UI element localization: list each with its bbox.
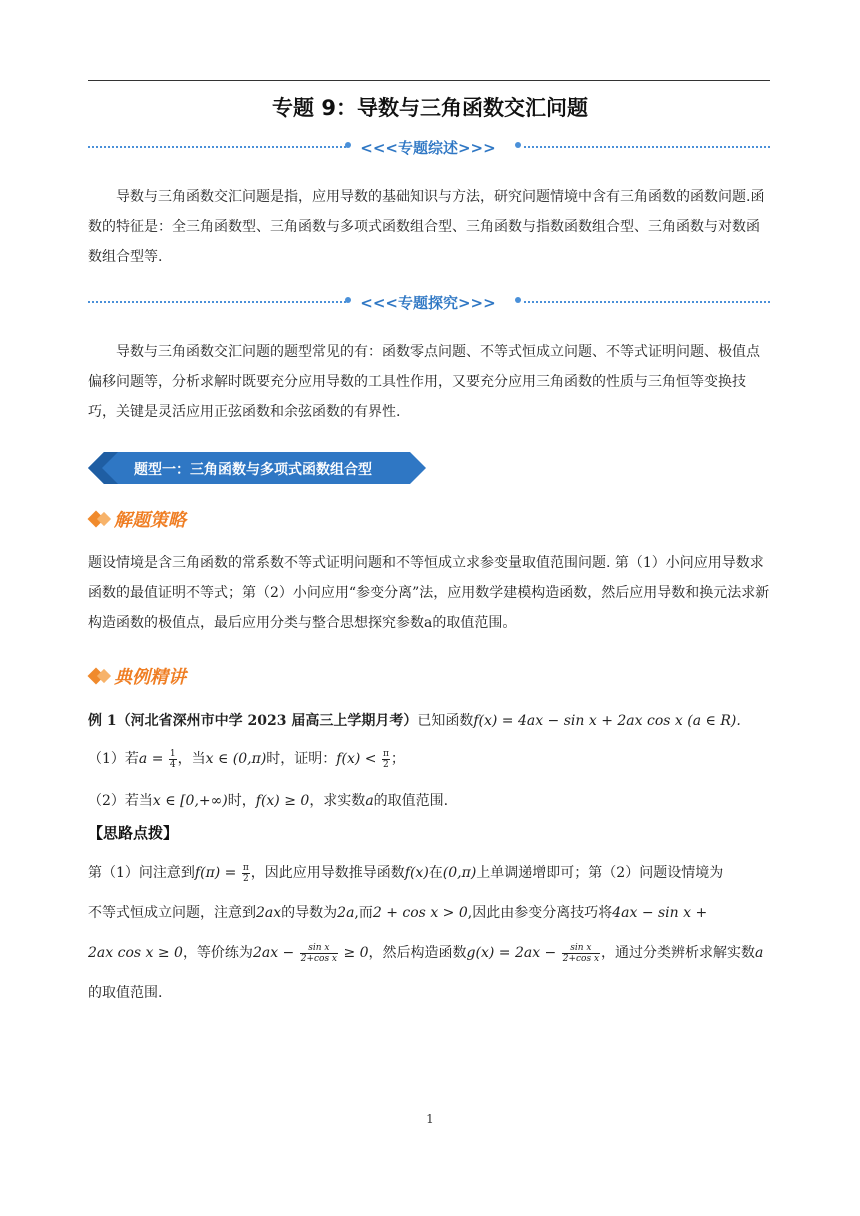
fraction (300, 943, 338, 964)
question-type-banner (88, 452, 428, 484)
hint-math: 2ax (256, 905, 282, 921)
fraction-denominator: 2 (242, 873, 249, 884)
hint-text: 上单调递增即可；第（2）问题设情境为 (476, 865, 724, 881)
q1-math: f(x) < (336, 751, 381, 767)
dotted-divider (88, 146, 346, 148)
hint-text: 不等式恒成立问题，注意到 (88, 905, 256, 921)
fraction-numerator: sin x (562, 943, 600, 954)
dotted-divider (524, 146, 770, 148)
fraction-numerator: sin x (300, 943, 338, 954)
question-1 (88, 748, 778, 770)
example-stem (88, 710, 778, 730)
hint-math: a (755, 945, 764, 961)
overview-paragraph: 导数与三角函数交汇问题是指，应用导数的基础知识与方法，研究问题情境中含有三角函数的函数问题.函数的特征是：全三角函数型、三角函数与多项式函数组合型、三角函数与指数函数组合型、三角函数与对数函数组合型等. (88, 189, 765, 265)
q2-text: （2）若当 (88, 793, 153, 809)
divider-dot (345, 297, 351, 303)
fraction-denominator: 2+cos x (300, 953, 337, 964)
fraction-numerator: π (242, 862, 249, 873)
q2-math: a (365, 793, 374, 809)
dotted-divider (524, 301, 770, 303)
hint-math: 4ax − sin x + (612, 905, 708, 921)
q2-text: 的取值范围. (373, 793, 449, 809)
example-label: 例 1（河北省深州市中学 2023 届高三上学期月考） (88, 713, 418, 729)
fraction (382, 749, 390, 770)
q1-math: x ∈ (0,π) (205, 751, 267, 767)
hint-text: 的导数为 (281, 905, 338, 921)
hint-line-4: 的取值范围. (88, 985, 163, 1001)
hint-line-2 (88, 902, 778, 922)
hint-text: ，然后构造函数 (368, 945, 467, 961)
strategy-paragraph: 题设情境是含三角函数的常系数不等式证明问题和不等恒成立求参变量取值范围问题. 第（1）小问应用导数求函数的最值证明不等式；第（2）小问应用“参变分离”法，应用数学建模构造函数，然后应用导数和换元法求新构造函数的极值点，最后应用分类与整合思想探究参数a的取值范围。 (88, 555, 770, 631)
fraction (242, 863, 250, 884)
hint-math: (0,π) (442, 865, 477, 881)
section-header-explore (88, 292, 770, 312)
fraction-numerator: 1 (169, 748, 176, 759)
q2-text: ，求实数 (309, 793, 366, 809)
hint-text: ,因此由参变分离技巧将 (467, 905, 613, 921)
q2-text: 时， (227, 793, 256, 809)
function-definition: f(x) = 4ax − sin x + 2ax cos x (a ∈ R). (473, 713, 741, 729)
hint-math: ≥ 0 (339, 945, 369, 961)
question-2 (88, 790, 778, 810)
section-header-overview (88, 137, 770, 157)
q1-text: ； (390, 751, 405, 767)
fraction (562, 943, 600, 964)
explore-paragraph: 导数与三角函数交汇问题的题型常见的有：函数零点问题、不等式恒成立问题、不等式证明问题、极值点偏移问题等，分析求解时既要充分应用导数的工具性作用，又要充分应用三角函数的性质与三角恒等变换技巧，关键是灵活应用正弦函数和余弦函数的有界性. (88, 344, 760, 420)
fraction (169, 749, 177, 770)
hint-text: ,而 (354, 905, 373, 921)
page-title: 专题 9：导数与三角函数交汇问题 (272, 96, 588, 120)
hint-text: ，通过分类辨析求解实数 (601, 945, 756, 961)
fraction-denominator: 4 (169, 759, 176, 770)
hint-line-1 (88, 862, 778, 884)
q2-math: f(x) ≥ 0 (255, 793, 310, 809)
hint-text: ，因此应用导数推导函数 (250, 865, 405, 881)
hint-math: g(x) = 2ax − (466, 945, 561, 961)
hint-math: 2 + cos x > 0 (372, 905, 468, 921)
q1-text: （1）若 (88, 751, 139, 767)
stem-text: 已知函数 (417, 713, 474, 729)
fraction-denominator: 2 (383, 759, 389, 770)
top-rule (88, 80, 770, 81)
hint-text: ，等价练为 (182, 945, 253, 961)
page-number: 1 (426, 1112, 434, 1126)
hint-math: 2a (337, 905, 355, 921)
fraction-denominator: 2+cos x (562, 953, 600, 964)
q2-math: x ∈ [0,+∞) (152, 793, 228, 809)
hint-text: 在 (428, 865, 443, 881)
divider-dot (515, 142, 521, 148)
strategy-heading-text: 解题策略 (114, 510, 186, 531)
banner-text: 题型一：三角函数与多项式函数组合型 (134, 462, 372, 478)
example-heading-text: 典例精讲 (114, 667, 186, 688)
hint-math: f(π) = (194, 865, 241, 881)
fraction-numerator: π (382, 748, 389, 759)
hint-math: 2ax cos x ≥ 0 (88, 945, 183, 961)
section-label-overview: <<<专题综述>>> (360, 139, 496, 157)
hint-line-3 (88, 942, 778, 964)
hint-math: f(x) (404, 865, 429, 881)
hint-math: 2ax − (252, 945, 299, 961)
divider-dot (515, 297, 521, 303)
divider-dot (345, 142, 351, 148)
dotted-divider (88, 301, 346, 303)
section-label-explore: <<<专题探究>>> (360, 294, 496, 312)
q1-math: a = (138, 751, 168, 767)
q1-text: ，当 (177, 751, 206, 767)
hint-heading: 【思路点拨】 (88, 824, 179, 842)
q1-text: 时，证明： (266, 751, 337, 767)
hint-text: 第（1）问注意到 (88, 865, 195, 881)
